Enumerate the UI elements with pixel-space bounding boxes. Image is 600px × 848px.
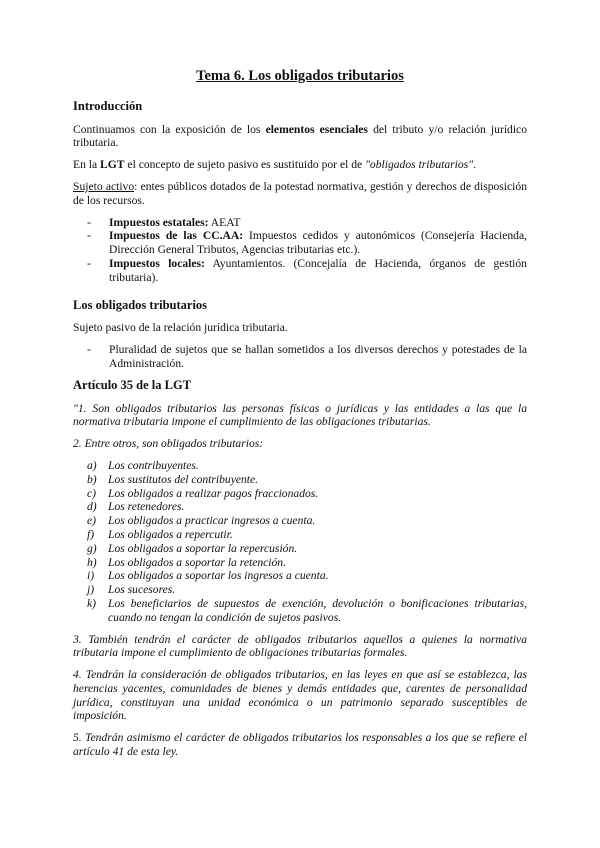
list-marker: c) [87, 486, 97, 500]
articulo-paragraph-5: 5. Tendrán asimismo el carácter de obligados tributarios los responsables a los que se refiere el artículo 41 de esta ley. [73, 731, 527, 759]
text-span: Pluralidad de sujetos que se hallan sometidos a los diversos derechos y potestades de la Administración. [109, 343, 527, 370]
bold-span: Impuestos de las CC.AA: [109, 229, 244, 243]
list-item [73, 528, 527, 542]
text-span: : entes públicos dotados de la potestad normativa, gestión y derechos de disposición de los recursos. [73, 179, 527, 207]
page-title: Tema 6. Los obligados tributarios [196, 68, 404, 84]
dash-bullet: - [87, 343, 91, 357]
obligados-alpha-list [73, 459, 527, 625]
list-item [73, 257, 527, 285]
list-item [73, 583, 527, 597]
list-marker: f) [87, 527, 95, 541]
list-marker: k) [87, 596, 97, 610]
bold-span: Impuestos locales: [109, 256, 205, 270]
obligados-paragraph: Sujeto pasivo de la relación jurídica tributaria. [73, 321, 288, 335]
list-item [73, 229, 527, 257]
text-span: Los obligados a soportar la retención. [108, 555, 286, 569]
bold-span: elementos esenciales [265, 122, 368, 136]
text-span: . [473, 158, 476, 172]
text-span: AEAT [208, 215, 241, 229]
articulo-paragraph-4: 4. Tendrán la consideración de obligados tributarios, en las leyes en que así se establezca, las herencias yacentes, comunidades de bienes y demás entidades que, carentes de personalidad jurídica, constituyan una unidad económica o un patrimonio separado susceptibles de imposición. [73, 668, 527, 723]
list-item [73, 487, 527, 501]
document-page [73, 70, 527, 767]
list-item [73, 473, 527, 487]
text-span: Los obligados a soportar los ingresos a cuenta. [108, 569, 329, 583]
dash-bullet: - [87, 215, 91, 229]
intro-paragraph-3 [73, 180, 527, 208]
text-span: Los retenedores. [108, 500, 185, 514]
list-item [73, 542, 527, 556]
text-span: Los sustitutos del contribuyente. [108, 472, 259, 486]
list-item [73, 343, 527, 371]
list-item [73, 216, 527, 230]
list-item [73, 569, 527, 583]
text-span: Impuestos cedidos y autonómicos (Consejería Hacienda, Dirección General Tributos, Agencias tributarias etc.). [109, 229, 528, 257]
list-item [73, 514, 527, 528]
intro-paragraph-1 [73, 123, 527, 151]
text-span: Los obligados a soportar la repercusión. [108, 541, 298, 555]
text-span: Los sucesores. [108, 583, 176, 597]
bold-span: LGT [100, 158, 125, 172]
articulo-paragraph-1: "1. Son obligados tributarios las personas físicas o jurídicas y las entidades a las que la normativa tributaria impone el cumplimiento de las obligaciones tributarias. [73, 401, 527, 429]
obligados-heading: Los obligados tributarios [73, 297, 208, 312]
text-span: Los obligados a practicar ingresos a cuenta. [108, 514, 316, 528]
list-marker: h) [87, 555, 97, 569]
list-item [73, 556, 527, 570]
text-span: Continuamos con la exposición de los [73, 122, 266, 136]
list-item [73, 500, 527, 514]
intro-paragraph-2 [73, 158, 527, 172]
bold-span: Impuestos estatales: [109, 215, 209, 229]
dash-bullet: - [87, 229, 91, 243]
list-marker: j) [87, 583, 95, 597]
list-marker: i) [87, 569, 95, 583]
intro-heading: Introducción [73, 98, 143, 113]
text-span: Ayuntamientos. (Concejalía de Hacienda, órganos de gestión tributaria). [109, 256, 527, 284]
italic-span: "obligados tributarios" [365, 158, 474, 172]
text-span: el concepto de sujeto pasivo es sustituido por el de [124, 158, 366, 172]
articulo-heading: Artículo 35 de la LGT [73, 377, 192, 392]
text-span: Los obligados a realizar pagos fraccionados. [108, 486, 319, 500]
list-item [73, 597, 527, 625]
text-span: Los contribuyentes. [108, 458, 199, 472]
dash-bullet: - [87, 256, 91, 270]
list-marker: g) [87, 541, 97, 555]
list-item [73, 459, 527, 473]
obligados-list [73, 343, 527, 371]
list-marker: b) [87, 472, 97, 486]
text-span: Los obligados a repercutir. [108, 527, 233, 541]
text-span: Los beneficiarios de supuestos de exención, devolución o bonificaciones tributarias, cuando no tengan la condición de sujetos pasivos. [108, 596, 527, 624]
list-marker: d) [87, 500, 97, 514]
text-span: En la [73, 158, 101, 172]
text-span: del tributo y/o relación jurídico tributaria. [73, 122, 527, 150]
articulo-paragraph-3: 3. También tendrán el carácter de obligados tributarios aquellos a quienes la normativa tributaria impone el cumplimiento de obligaciones tributarias formales. [73, 632, 527, 660]
impuestos-list [73, 216, 527, 285]
list-marker: e) [87, 514, 97, 528]
underlined-span: Sujeto activo [73, 179, 135, 193]
list-marker: a) [87, 458, 97, 472]
articulo-paragraph-2: 2. Entre otros, son obligados tributarios: [73, 437, 264, 451]
